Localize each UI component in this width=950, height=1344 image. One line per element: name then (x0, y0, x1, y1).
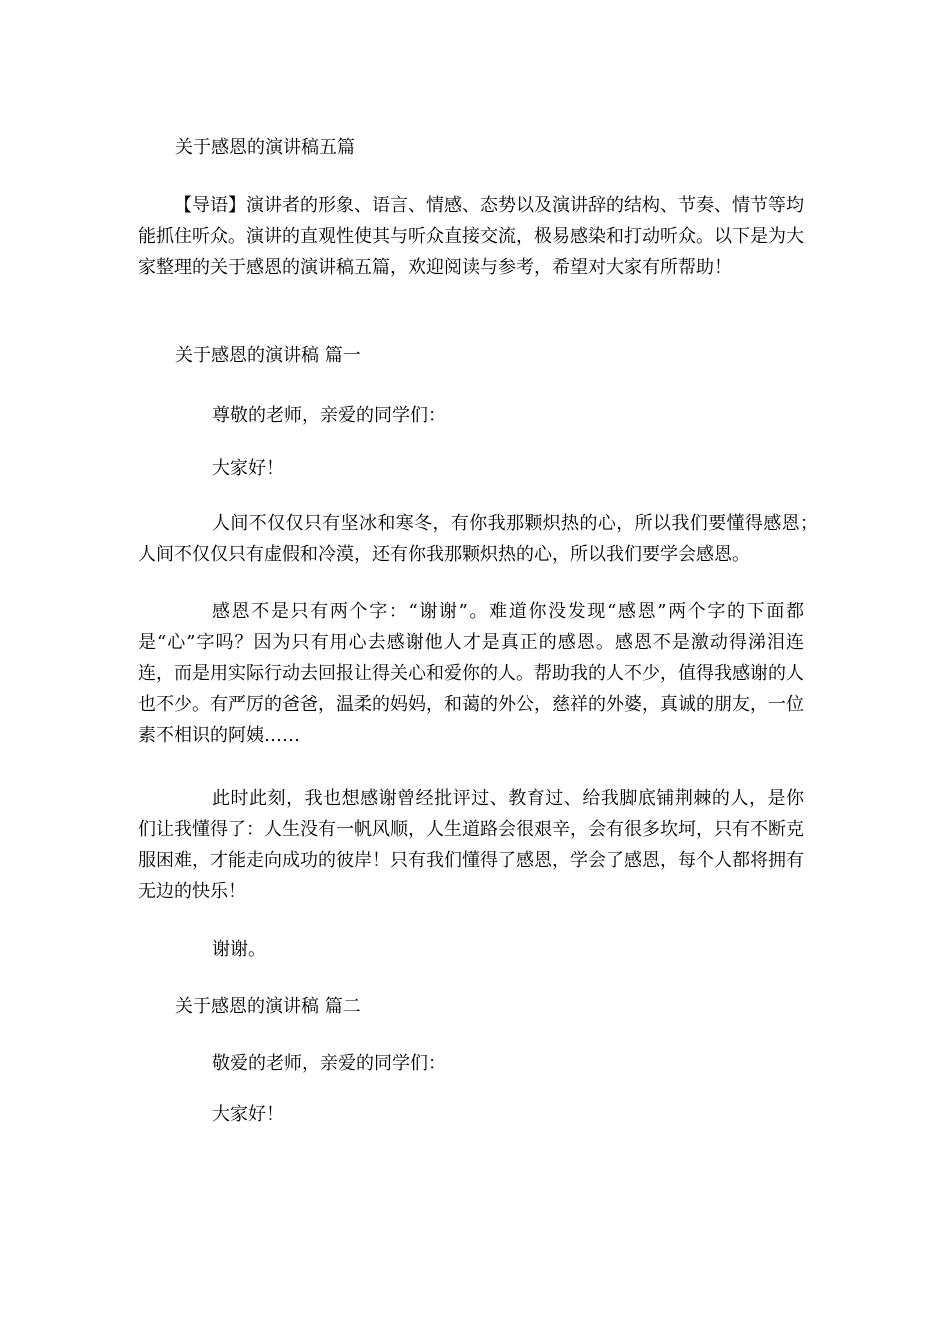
greeting-2: 大家好！ (212, 1104, 284, 1125)
salutation-2: 敬爱的老师，亲爱的同学们： (212, 1053, 446, 1074)
document-title: 关于感恩的演讲稿五篇 (175, 137, 355, 158)
body-paragraph-1: 人间不仅仅只有坚冰和寒冬，有你我那颗炽热的心，所以我们要懂得感恩；人间不仅仅只有虚假和冷漠，还有你我那颗炽热的心，所以我们要学会感恩。 (138, 513, 818, 565)
salutation-1: 尊敬的老师，亲爱的同学们： (212, 405, 446, 426)
body-paragraph-3: 此时此刻，我也想感谢曾经批评过、教育过、给我脚底铺荆棘的人，是你们让我懂得了：人生没有一帆风顺，人生道路会很艰辛，会有很多坎坷，只有不断克服困难，才能走向成功的彼岸！只有我们懂得了感恩，学会了感恩，每个人都将拥有无边的快乐！ (138, 788, 804, 902)
section-heading-2: 关于感恩的演讲稿 篇二 (175, 996, 361, 1017)
greeting-1: 大家好！ (212, 458, 284, 479)
body-paragraph-2: 感恩不是只有两个字：“谢谢”。难道你没发现“感恩”两个字的下面都是“心”字吗？因为只有用心去感谢他人才是真正的感恩。感恩不是激动得涕泪连连，而是用实际行动去回报让得关心和爱你的人。帮助我的人不少，值得我感谢的人也不少。有严厉的爸爸，温柔的妈妈，和蔼的外公，慈祥的外婆，真诚的朋友，一位素不相识的阿姨…… (138, 601, 804, 746)
section-heading-1: 关于感恩的演讲稿 篇一 (175, 345, 361, 366)
intro-paragraph: 【导语】演讲者的形象、语言、情感、态势以及演讲辞的结构、节奏、情节等均能抓住听众。演讲的直观性使其与听众直接交流，极易感染和打动听众。以下是为大家整理的关于感恩的演讲稿五篇，欢迎阅读与参考，希望对大家有所帮助！ (138, 195, 804, 278)
closing-thanks: 谢谢。 (212, 939, 266, 960)
